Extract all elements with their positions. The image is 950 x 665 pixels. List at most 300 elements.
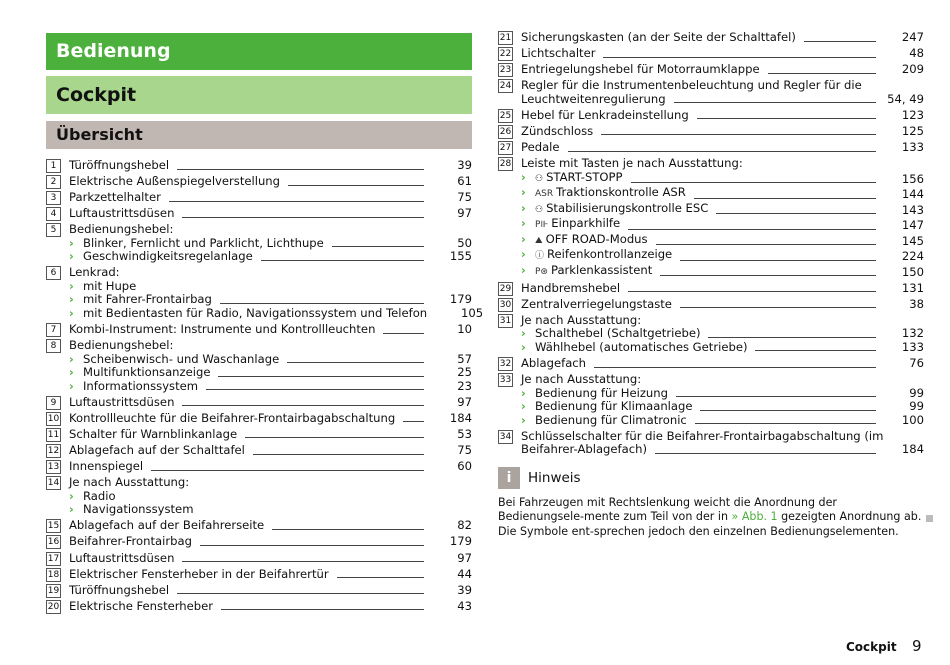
leader-line xyxy=(601,134,876,135)
info-icon: i xyxy=(498,467,520,489)
entry-text: Lenkrad: xyxy=(69,265,120,280)
leader-line xyxy=(768,73,876,74)
leader-line xyxy=(332,246,424,247)
page-ref[interactable]: 76 xyxy=(909,356,924,371)
entry-text: Elektrische Außenspiegelverstellung xyxy=(69,174,281,189)
leader-line xyxy=(694,198,876,199)
page-edge-marker xyxy=(926,515,933,522)
entry-text: Bedienungshebel: xyxy=(69,338,174,353)
sub-text: Bedienung für Heizung xyxy=(535,385,668,400)
chevron-right-icon: › xyxy=(521,262,526,277)
page-ref[interactable]: 184 xyxy=(901,442,924,457)
list-item xyxy=(46,600,472,614)
sub-text: Wählhebel (automatisches Getriebe) xyxy=(535,339,748,354)
sub-row xyxy=(83,280,472,294)
page-ref[interactable]: 38 xyxy=(909,296,924,311)
leader-line xyxy=(337,577,424,578)
item-number: 17 xyxy=(47,553,60,564)
list-item xyxy=(498,314,924,355)
leader-line xyxy=(568,151,876,152)
sub-item xyxy=(521,414,924,428)
sub-text-wrap xyxy=(83,307,427,321)
sub-item xyxy=(521,186,924,202)
item-number: 33 xyxy=(499,375,512,386)
page-ref[interactable]: 25 xyxy=(457,365,472,380)
entry-row xyxy=(69,175,472,189)
item-number: 5 xyxy=(46,223,61,237)
entry-row xyxy=(69,519,472,533)
list-item xyxy=(498,125,924,139)
sub-text-wrap xyxy=(535,327,700,341)
sub-item xyxy=(521,217,924,233)
leader-line xyxy=(177,169,424,170)
sub-text-wrap xyxy=(535,202,708,218)
entry-row xyxy=(69,552,472,566)
leader-line xyxy=(628,229,876,230)
entry-text: Parkzettelhalter xyxy=(69,190,161,205)
sub-row xyxy=(83,293,472,307)
sub-text-wrap xyxy=(535,414,687,428)
list-item xyxy=(498,298,924,312)
page-ref[interactable]: 97 xyxy=(457,206,472,221)
item-number: 20 xyxy=(47,601,60,612)
chevron-right-icon: › xyxy=(521,385,526,400)
item-number: 28 xyxy=(499,159,512,170)
sub-row xyxy=(535,248,924,264)
page-ref[interactable]: 123 xyxy=(901,107,924,122)
item-number: 15 xyxy=(47,521,60,532)
leader-line xyxy=(655,453,876,454)
item-number: 13 xyxy=(47,462,60,473)
item-number: 26 xyxy=(499,126,512,137)
chevron-right-icon: › xyxy=(69,278,74,293)
sub-row xyxy=(535,341,924,355)
leader-line xyxy=(253,454,424,455)
page-ref[interactable]: 179 xyxy=(449,292,472,307)
entry-text: Entriegelungshebel für Motorraumklappe xyxy=(521,62,760,77)
note-title: Hinweis xyxy=(528,469,581,486)
sub-text-wrap xyxy=(83,353,279,367)
list-item xyxy=(498,79,924,106)
sub-text: Parklenkassistent xyxy=(550,262,653,277)
leader-line xyxy=(700,410,876,411)
sub-item xyxy=(69,237,472,251)
item-number: 22 xyxy=(499,49,512,60)
page-ref[interactable]: 184 xyxy=(449,410,472,425)
page-ref[interactable]: 209 xyxy=(901,62,924,77)
entry-row xyxy=(69,600,472,614)
sub-row xyxy=(83,305,484,321)
page-ref[interactable]: 82 xyxy=(457,518,472,533)
sub-item xyxy=(521,233,924,249)
page-ref[interactable]: 39 xyxy=(457,582,472,597)
page-ref[interactable]: 156 xyxy=(901,171,924,186)
entry-row xyxy=(69,207,472,221)
leader-line xyxy=(631,182,876,183)
leader-line xyxy=(660,275,876,276)
entry-row xyxy=(69,266,472,280)
sub-text: Traktionskontrolle ASR xyxy=(556,185,686,200)
sub-row xyxy=(83,237,472,251)
footer-chapter-label: Cockpit xyxy=(846,640,897,654)
sub-text: Blinker, Fernlicht und Parklicht, Lichthupe xyxy=(83,235,324,250)
leader-line xyxy=(261,260,424,261)
page-ref[interactable]: 60 xyxy=(457,459,472,474)
leader-line xyxy=(680,260,876,261)
chevron-right-icon: › xyxy=(521,399,526,414)
sub-row xyxy=(83,366,472,380)
button-symbol-icon: ⛰ xyxy=(535,235,543,246)
entry-text: Leiste mit Tasten je nach Ausstattung: xyxy=(521,156,743,171)
sub-text-wrap xyxy=(535,341,747,355)
list-item xyxy=(46,428,472,442)
leader-line xyxy=(245,437,424,438)
sub-row xyxy=(535,414,924,428)
list-item xyxy=(498,373,924,427)
page-ref[interactable]: 133 xyxy=(901,140,924,155)
sub-text: mit Hupe xyxy=(83,278,137,293)
figure-link[interactable]: » Abb. 1 xyxy=(731,510,778,524)
list-item xyxy=(46,339,472,393)
item-number: 10 xyxy=(47,413,60,424)
entry-row xyxy=(69,460,472,474)
page-ref[interactable]: 224 xyxy=(901,249,924,264)
note-text-before: Bei Fahrzeugen mit Rechtslenkung weicht die Anordnung der Bedienungsele-mente zum Teil von der in xyxy=(498,495,837,524)
entry-text: Sicherungskasten (an der Seite der Schalttafel) xyxy=(521,30,796,44)
sub-text: Geschwindigkeitsregelanlage xyxy=(83,249,253,264)
page-number: 9 xyxy=(912,637,922,655)
list-item xyxy=(498,157,924,279)
sub-text-wrap xyxy=(83,250,253,264)
chevron-right-icon: › xyxy=(69,365,74,380)
sub-row xyxy=(535,264,924,280)
list-item xyxy=(498,63,924,77)
sub-row xyxy=(83,503,472,517)
sub-item xyxy=(69,305,484,321)
sub-text-wrap xyxy=(83,380,198,394)
list-item xyxy=(498,47,924,61)
page-ref[interactable]: 99 xyxy=(909,399,924,414)
item-number: 11 xyxy=(47,429,60,440)
sub-text-wrap xyxy=(535,400,692,414)
entry-row xyxy=(69,396,472,410)
entry-row xyxy=(69,191,472,205)
leader-line xyxy=(182,405,424,406)
item-number: 30 xyxy=(499,299,512,310)
sub-text-wrap xyxy=(535,217,620,233)
sub-row xyxy=(535,171,924,187)
leader-line xyxy=(708,337,876,338)
entry-text: Türöffnungshebel xyxy=(69,158,170,172)
page-footer xyxy=(846,637,922,655)
entry-row xyxy=(69,568,472,582)
page-ref[interactable]: 131 xyxy=(901,280,924,295)
item-number: 25 xyxy=(499,110,512,121)
entry-row xyxy=(69,223,472,237)
sub-text-wrap xyxy=(83,293,212,307)
list-item xyxy=(46,223,472,264)
list-item xyxy=(498,430,924,457)
entry-row xyxy=(521,314,924,328)
sub-text: Schalthebel (Schaltgetriebe) xyxy=(535,326,701,341)
page-ref[interactable]: 61 xyxy=(457,174,472,189)
page-ref[interactable]: 54, 49 xyxy=(887,91,924,106)
entry-text: Pedale xyxy=(521,140,560,155)
sub-item xyxy=(521,327,924,341)
list-item xyxy=(498,141,924,155)
entry-text: Elektrischer Fensterheber in der Beifahrertür xyxy=(69,566,329,581)
chevron-right-icon: › xyxy=(521,200,526,215)
sub-item xyxy=(69,353,472,367)
entry-text: Schalter für Warnblinkanlage xyxy=(69,426,238,441)
sub-text-wrap xyxy=(535,248,672,264)
sub-text: Reifenkontrollanzeige xyxy=(547,247,673,262)
item-number: 19 xyxy=(47,585,60,596)
entry-text: Bedienungshebel: xyxy=(69,222,174,237)
entry-text: Luftaustrittsdüsen xyxy=(69,206,175,221)
leader-line xyxy=(383,333,424,334)
sub-text: Navigationssystem xyxy=(83,502,194,517)
list-item xyxy=(498,282,924,296)
item-number: 18 xyxy=(47,569,60,580)
leader-line xyxy=(594,367,876,368)
item-number: 4 xyxy=(46,207,61,221)
sub-text: Bedienung für Climatronic xyxy=(535,412,687,427)
sub-item xyxy=(521,387,924,401)
leader-line xyxy=(697,118,876,119)
right-entry-list xyxy=(498,31,924,457)
entry-text: Je nach Ausstattung: xyxy=(69,475,190,490)
sub-text-wrap xyxy=(535,186,686,202)
topic-header: Übersicht xyxy=(46,121,472,149)
sub-item xyxy=(521,341,924,355)
sub-row xyxy=(535,202,924,218)
sub-item xyxy=(521,264,924,280)
item-number: 31 xyxy=(499,315,512,326)
entry-text: Leuchtweitenregulierung xyxy=(521,91,666,106)
chevron-right-icon: › xyxy=(521,231,526,246)
page-ref[interactable]: 97 xyxy=(457,394,472,409)
item-number: 12 xyxy=(47,446,60,457)
sub-item xyxy=(521,248,924,264)
item-number: 1 xyxy=(46,159,61,173)
page-ref[interactable]: 145 xyxy=(901,233,924,248)
leader-line xyxy=(288,185,424,186)
list-item xyxy=(46,535,472,549)
leader-line xyxy=(169,201,424,202)
page-ref[interactable]: 133 xyxy=(901,339,924,354)
sub-row xyxy=(83,353,472,367)
section-header: Bedienung xyxy=(46,33,472,70)
list-item xyxy=(46,568,472,582)
leader-line xyxy=(177,593,424,594)
entry-text: Innenspiegel xyxy=(69,459,144,474)
entry-text: Hebel für Lenkradeinstellung xyxy=(521,107,689,122)
list-item xyxy=(46,460,472,474)
button-symbol-icon: P⊪ xyxy=(535,220,549,231)
list-item xyxy=(46,584,472,598)
page-ref[interactable]: 50 xyxy=(457,235,472,250)
leader-line xyxy=(695,423,876,424)
list-item xyxy=(46,396,472,410)
page-ref[interactable]: 125 xyxy=(901,123,924,138)
entry-text: Ablagefach auf der Beifahrerseite xyxy=(69,518,265,533)
button-symbol-icon: ⚇ xyxy=(535,204,544,215)
item-number: 21 xyxy=(499,33,512,43)
entry-row xyxy=(69,412,472,426)
page-ref[interactable]: 100 xyxy=(901,412,924,427)
sub-row xyxy=(535,327,924,341)
sub-text-wrap xyxy=(83,503,194,517)
page-ref[interactable]: 155 xyxy=(449,249,472,264)
entry-text: Kontrollleuchte für die Beifahrer-Frontairbagabschaltung xyxy=(69,410,396,425)
item-number: 23 xyxy=(499,65,512,76)
entry-row xyxy=(69,323,472,337)
entry-row xyxy=(521,125,924,139)
sub-row xyxy=(83,250,472,264)
page-ref[interactable]: 57 xyxy=(457,351,472,366)
item-number: 9 xyxy=(46,396,61,410)
page-ref[interactable]: 10 xyxy=(457,322,472,337)
leader-line xyxy=(218,376,424,377)
leader-line xyxy=(804,41,876,42)
sub-text: mit Bedientasten für Radio, Navigationssystem und Telefon xyxy=(83,305,428,320)
leader-line xyxy=(221,609,424,610)
entry-row xyxy=(521,93,924,107)
chevron-right-icon: › xyxy=(521,169,526,184)
entry-text: Luftaustrittsdüsen xyxy=(69,550,175,565)
item-number: 24 xyxy=(499,81,512,92)
sub-text-wrap xyxy=(535,171,623,187)
note-text xyxy=(498,496,924,540)
sub-row xyxy=(535,400,924,414)
entry-text: Kombi-Instrument: Instrumente und Kontrollleuchten xyxy=(69,322,376,337)
chevron-right-icon: › xyxy=(521,216,526,231)
button-symbol-icon: ⓘ xyxy=(535,251,545,262)
entry-text: Beifahrer-Frontairbag xyxy=(69,534,192,549)
sub-item xyxy=(521,400,924,414)
leader-line xyxy=(200,545,424,546)
page-ref[interactable]: 48 xyxy=(909,46,924,61)
entry-row xyxy=(521,443,924,457)
entry-text: Ablagefach auf der Schalttafel xyxy=(69,443,245,458)
entry-text: Je nach Ausstattung: xyxy=(521,372,642,387)
leader-line xyxy=(603,57,876,58)
item-number: 29 xyxy=(499,283,512,294)
button-symbol-icon: ASR xyxy=(535,189,554,200)
page-ref[interactable]: 75 xyxy=(457,190,472,205)
page-ref[interactable]: 75 xyxy=(457,443,472,458)
leader-line xyxy=(628,291,876,292)
page-ref[interactable]: 179 xyxy=(449,534,472,549)
sub-row xyxy=(535,186,924,202)
page-ref[interactable]: 44 xyxy=(457,566,472,581)
entry-row xyxy=(521,298,924,312)
entry-text: Ablagefach xyxy=(521,356,587,371)
sub-text-wrap xyxy=(535,264,652,280)
list-item xyxy=(46,159,472,173)
list-item xyxy=(46,191,472,205)
sub-text: START-STOPP xyxy=(546,169,623,184)
chapter-header: Cockpit xyxy=(46,76,472,114)
page-ref[interactable]: 143 xyxy=(901,202,924,217)
entry-text: Lichtschalter xyxy=(521,46,596,61)
leader-line xyxy=(182,561,424,562)
entry-row xyxy=(69,476,472,490)
sub-row xyxy=(535,217,924,233)
left-entry-list xyxy=(46,158,484,613)
item-number: 6 xyxy=(46,266,61,280)
note-text-after: gezeigten Anordnung ab. Die Symbole ent-sprechen jedoch den einzelnen Bedienungselementen. xyxy=(498,510,922,538)
chevron-right-icon: › xyxy=(521,185,526,200)
page-ref[interactable]: 247 xyxy=(901,30,924,44)
sub-item xyxy=(521,202,924,218)
entry-row xyxy=(521,31,924,45)
leader-line xyxy=(287,362,424,363)
leader-line xyxy=(680,307,876,308)
page-ref[interactable]: 105 xyxy=(461,305,484,320)
list-item xyxy=(46,552,472,566)
entry-row xyxy=(521,141,924,155)
leader-line xyxy=(151,470,424,471)
button-symbol-icon: ⚇ xyxy=(535,173,544,184)
list-item xyxy=(46,265,484,320)
page-ref[interactable]: 147 xyxy=(901,218,924,233)
sub-text-wrap xyxy=(83,237,324,251)
page-ref[interactable]: 97 xyxy=(457,550,472,565)
page-ref[interactable]: 132 xyxy=(901,326,924,341)
list-item xyxy=(46,476,472,517)
button-symbol-icon: P⊛ xyxy=(535,266,548,277)
sub-text-wrap xyxy=(535,387,668,401)
leader-line xyxy=(206,389,424,390)
leader-line xyxy=(656,244,876,245)
sub-item xyxy=(69,366,472,380)
page-ref[interactable]: 150 xyxy=(901,264,924,279)
page-ref[interactable]: 39 xyxy=(457,158,472,172)
entry-row xyxy=(69,159,472,173)
list-item xyxy=(46,444,472,458)
sub-row xyxy=(535,233,924,249)
page-ref[interactable]: 53 xyxy=(457,426,472,441)
entry-row xyxy=(69,444,472,458)
chevron-right-icon: › xyxy=(521,247,526,262)
entry-row xyxy=(521,63,924,77)
sub-row xyxy=(535,387,924,401)
list-item xyxy=(498,109,924,123)
item-number: 3 xyxy=(46,191,61,205)
sub-text: Radio xyxy=(83,488,116,503)
sub-text: Bedienung für Klimaanlage xyxy=(535,399,693,414)
entry-text: Türöffnungshebel xyxy=(69,582,170,597)
page-ref[interactable]: 144 xyxy=(901,187,924,202)
item-number: 34 xyxy=(499,431,512,442)
chevron-right-icon: › xyxy=(521,326,526,341)
entry-row xyxy=(521,282,924,296)
entry-row xyxy=(69,584,472,598)
page-ref[interactable]: 23 xyxy=(457,378,472,393)
page-ref[interactable]: 43 xyxy=(457,598,472,613)
sub-item xyxy=(69,503,472,517)
sub-text-wrap xyxy=(83,280,136,294)
sub-item xyxy=(69,280,472,294)
sub-text: Stabilisierungskontrolle ESC xyxy=(546,200,709,215)
page-ref[interactable]: 99 xyxy=(909,385,924,400)
item-number: 7 xyxy=(46,323,61,337)
sub-text: Multifunktionsanzeige xyxy=(83,365,211,380)
sub-item xyxy=(521,171,924,187)
entry-text: Beifahrer-Ablagefach) xyxy=(521,442,647,457)
